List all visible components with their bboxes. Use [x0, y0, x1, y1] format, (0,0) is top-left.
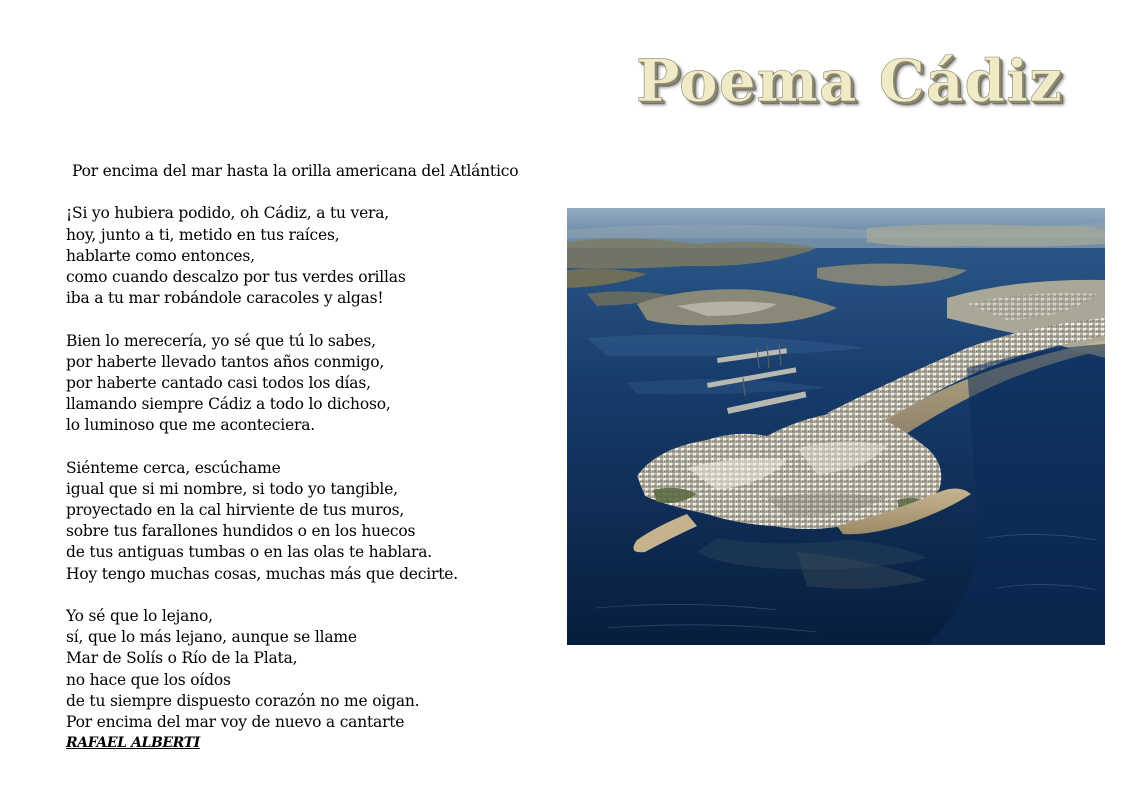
- poem-line: ¡Si yo hubiera podido, oh Cádiz, a tu vera,: [66, 204, 390, 223]
- poem-line: Por encima del mar voy de nuevo a cantarte: [66, 712, 405, 731]
- poem-line: sobre tus farallones hundidos o en los huecos: [66, 522, 416, 541]
- poem-line: Hoy tengo muchas cosas, muchas más que decirte.: [66, 564, 458, 583]
- poem-line: hoy, junto a ti, metido en tus raíces,: [66, 225, 340, 244]
- poem-line: no hace que los oídos: [66, 670, 231, 689]
- poem-text: [66, 161, 586, 754]
- poem-line: por haberte llevado tantos años conmigo,: [66, 352, 385, 371]
- photo-illustration: [567, 208, 1105, 645]
- poem-line: lo luminoso que me aconteciera.: [66, 416, 315, 435]
- poem-line: hablarte como entonces,: [66, 246, 255, 265]
- poem-line: por haberte cantado casi todos los días,: [66, 373, 371, 392]
- poem-line: Yo sé que lo lejano,: [66, 606, 213, 625]
- poem-line: sí, que lo más lejano, aunque se llame: [66, 628, 357, 647]
- poem-line: Mar de Solís o Río de la Plata,: [66, 649, 298, 668]
- poem-line: llamando siempre Cádiz a todo lo dichoso,: [66, 395, 391, 414]
- poem-line: proyectado en la cal hirviente de tus muros,: [66, 501, 405, 519]
- poem-line: iba a tu mar robándole caracoles y algas!: [66, 289, 384, 308]
- poem-author: RAFAEL ALBERTI: [66, 735, 200, 752]
- poem-line: como cuando descalzo por tus verdes orillas: [66, 267, 406, 286]
- aerial-photo-cadiz: [567, 208, 1105, 645]
- poem-line: de tu siempre dispuesto corazón no me oigan.: [66, 691, 420, 710]
- poem-subtitle: Por encima del mar hasta la orilla americana del Atlántico: [72, 162, 519, 180]
- poem-line: Bien lo merecería, yo sé que tú lo sabes,: [66, 331, 376, 350]
- poem-line: de tus antiguas tumbas o en las olas te hablara.: [66, 543, 432, 562]
- poem-line: Siénteme cerca, escúchame: [66, 458, 281, 477]
- slide-title: Poema Cádiz: [636, 47, 1064, 115]
- poem-line: igual que si mi nombre, si todo yo tangible,: [66, 479, 398, 498]
